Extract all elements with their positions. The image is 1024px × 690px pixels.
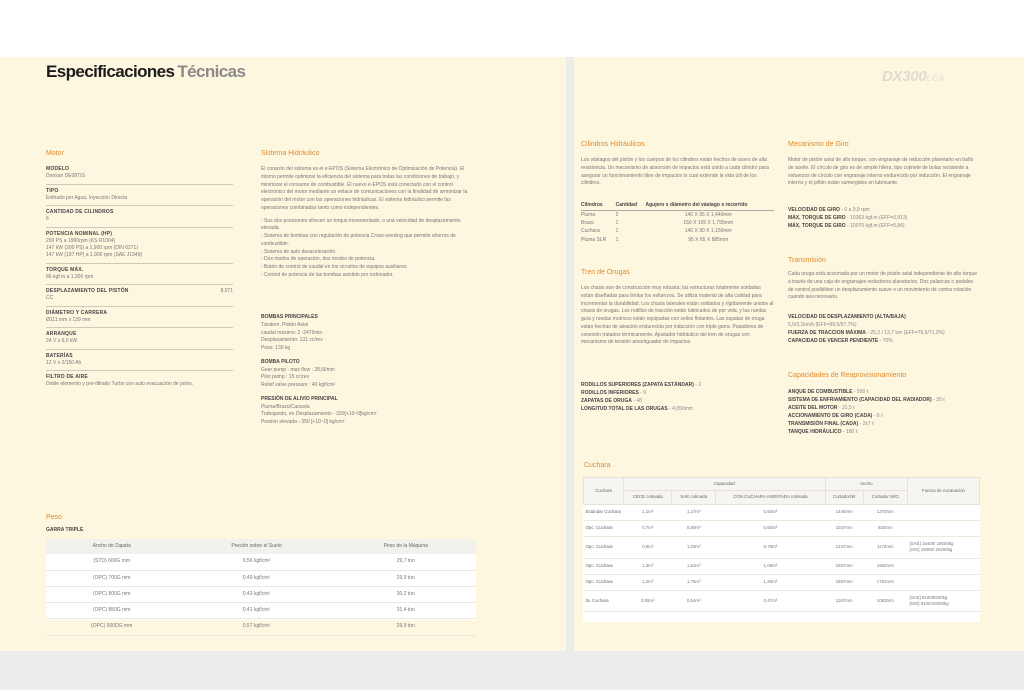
- capacidad-spec-key: ACCIONAMIENTO DE GIRO (CADA): [788, 413, 873, 419]
- alivio-lines: [261, 404, 471, 427]
- cuchara-cell: 0,64m³: [672, 590, 716, 612]
- cilindros-header-cell: Cilindros: [581, 201, 616, 211]
- ancho-col-header: Ancho: [825, 478, 907, 491]
- bombas-line: Peso: 130 kg: [261, 345, 291, 351]
- cuchara-cell: 1,27m³: [672, 504, 716, 520]
- cilindros-text-wrap: [581, 157, 774, 193]
- motor-spec-value: 6: [46, 216, 49, 223]
- peso-row: [46, 554, 476, 570]
- alivio-line: Presión elevada - 350 [+10~0] kg/cm²: [261, 419, 345, 425]
- piloto-line: Relief valve pressure : 40 kgf/cm²: [261, 382, 336, 388]
- motor-spec-item: [46, 328, 233, 350]
- capacidad-spec-value: - 180 ℓ: [841, 429, 858, 435]
- motor-spec-label: TORQUE MÁX.: [46, 266, 84, 273]
- peso-cell: 0,57 kgf/cm²: [177, 619, 335, 635]
- capacidad-spec-value: - 2x7 ℓ: [858, 421, 874, 427]
- peso-cell: (OPC) 600DG mm: [46, 619, 177, 635]
- giro-spec-value: - 10363 kgf.m (EFF=0,913): [845, 215, 908, 221]
- motor-spec-item: [46, 228, 233, 264]
- logo-suffix: LCA: [926, 74, 945, 83]
- bombas-title: BOMBAS PRINCIPALES: [261, 314, 318, 320]
- cuchara-cell: 1,09m³: [716, 558, 826, 574]
- cuchara-cell: 1370mm: [863, 504, 907, 520]
- transmision-spec: [788, 329, 980, 337]
- hydraulic-bullet: - Sistema de bombas con regulación de potencia Cross-sensing que permite ahorros de combustible.: [261, 233, 456, 247]
- cuchara-row: [584, 558, 980, 574]
- fuerza-line: [ISO] 9400/10000kg: [909, 600, 949, 606]
- motor-spec-label: DIÁMETRO Y CARRERA: [46, 309, 108, 316]
- cuchara-row: [584, 520, 980, 536]
- motor-spec-value: Enfriado por Agua, Inyección Directa: [46, 194, 128, 201]
- giro-spec-key: VELOCIDAD DE GIRO: [788, 207, 840, 213]
- cilindros-row: [581, 211, 774, 220]
- capacidad-col-header: Capacidad: [624, 478, 826, 491]
- fuerza-line: [SAE] 8100/8600kg: [909, 594, 948, 600]
- fuerza-cell: [908, 520, 980, 536]
- motor-spec-item: [46, 307, 233, 329]
- cuchara-body: [584, 504, 980, 612]
- alivio-line: Pluma/Brazo/Canasta: [261, 403, 310, 410]
- peso-cell: 29,9 ton: [336, 570, 476, 586]
- cuchara-cell: 1037mm: [825, 520, 863, 536]
- peso-row: [46, 603, 476, 619]
- capacidad-spec: [788, 420, 980, 428]
- transmision-spec-key: VELOCIDAD DE DESPLAZAMIENTO (ALTA/BAJA): [788, 314, 906, 320]
- motor-spec-label: TIPO: [46, 187, 59, 194]
- motor-spec-item: [46, 163, 233, 185]
- capacidad-spec-key: SISTEMA DE ENFRIAMIENTO (CAPACIDAD DEL RADIADOR): [788, 397, 932, 403]
- cilindros-row: [581, 228, 774, 236]
- cilindros-cell: 140 X 95 X 1,440mm: [684, 211, 732, 218]
- orugas-specs: [581, 381, 774, 413]
- cilindros-cell: 150 X 105 X 1,755mm: [683, 220, 734, 226]
- cuchara-cell: SL Cuchara: [584, 590, 624, 612]
- capacidad-spec-key: ANQUE DE COMBUSTIBLE: [788, 389, 853, 395]
- motor-spec-value: 24 V x 6,0 kW: [46, 338, 78, 345]
- bombas-line: caudal máximo: 2 -247l/min: [261, 329, 323, 336]
- motor-spec-value: 147 kW (200 PS) a 1,900 rpm (DIN 6271): [46, 245, 138, 251]
- cuchara-cell: 1,3m³: [624, 558, 672, 574]
- peso-subtitle-wrap: [46, 527, 186, 535]
- logo-main: DX300: [882, 68, 927, 85]
- cilindros-title: Cilindros Hidráulicos: [581, 141, 645, 148]
- cuchara-cell: 1167mm: [825, 590, 863, 612]
- cuchara-cell: Estándar Cuchara: [584, 504, 624, 520]
- motor-spec-item: [46, 350, 233, 372]
- orugas-spec-value: - 48: [631, 398, 642, 404]
- giro-spec-key: MÁX, TORQUE DE GIRO: [788, 223, 846, 229]
- peso-title: Peso: [46, 514, 62, 521]
- giro-spec: [788, 214, 980, 222]
- cilindros-cell: 140 X 90 X 1,150mm: [684, 228, 732, 235]
- capacidad-spec: [788, 412, 980, 420]
- cuchara-cell: 1247mm: [825, 536, 863, 558]
- hydraulic-bullet: - Sistema de auto desaceleración.: [261, 248, 337, 255]
- peso-cell: 29,7 ton: [336, 554, 476, 570]
- orugas-spec-value: - 2: [693, 382, 702, 388]
- cuchara-row: [584, 536, 980, 558]
- cuchara-row: [584, 574, 980, 590]
- capacidad-spec: [788, 404, 980, 412]
- motor-title: Motor: [46, 150, 64, 157]
- bombas-lines: [261, 322, 471, 353]
- piloto-line: Pilot pump : 15 cc/rev: [261, 374, 310, 381]
- cuchara-cell: 1582mm: [863, 558, 907, 574]
- cilindros-cell: Cuchara: [581, 228, 600, 235]
- motor-spec-right-value: 8,071: [220, 288, 233, 294]
- orugas-spec: [581, 389, 774, 397]
- peso-header-cell: Peso de la Máquina: [336, 539, 476, 554]
- cilindros-header-cell: Cantidad: [616, 201, 646, 211]
- cuchara-sub-header: SAE colmada: [672, 491, 716, 504]
- giro-spec: [788, 222, 980, 230]
- cuchara-title: Cuchara: [584, 462, 611, 469]
- giro-spec: [788, 206, 980, 214]
- giro-spec-value: - 10070 kgf.m (EFF=0,84): [845, 223, 905, 229]
- peso-header-row: [46, 539, 476, 554]
- giro-spec-key: MÁX, TORQUE DE GIRO: [788, 215, 846, 221]
- transmision-text-wrap: [788, 271, 980, 307]
- alivio-line: Trabajando, en Desplazamiento - 330[+10~0]kg/cm²: [261, 411, 377, 418]
- fuerza-cell: [908, 558, 980, 574]
- cuchara-cell: Opc. Cuchara: [584, 574, 624, 590]
- peso-cell: 31,4 ton: [336, 603, 476, 619]
- cuchara-cell: Opc. Cuchara: [584, 558, 624, 574]
- hydraulic-bullet: - Dos modos de operación, dos modos de potencia.: [261, 256, 376, 263]
- peso-subtitle: GARRA TRIPLE: [46, 527, 84, 533]
- transmision-title: Transmisión: [788, 257, 826, 264]
- bombas-line: Desplazamiento: 131 cc/rev: [261, 337, 323, 344]
- motor-spec-label: MODELO: [46, 166, 70, 172]
- orugas-spec-key: LONGITUD TOTAL DE LAS ORUGAS: [581, 406, 668, 412]
- cuchara-cell: 1445mm: [825, 504, 863, 520]
- peso-table-box: [46, 539, 476, 630]
- peso-cell: (OPC) 800G mm: [46, 586, 177, 602]
- cuchara-cell: 1,51m³: [672, 558, 716, 574]
- giro-spec-value: - 0 a 9,9 rpm: [839, 207, 870, 213]
- piloto-lines: [261, 367, 471, 390]
- motor-spec-label: DESPLAZAMIENTO DEL PISTÓN: [46, 288, 129, 294]
- peso-cell: 0,49 kgf/cm²: [177, 570, 335, 586]
- orugas-title: Tren de Orugas: [581, 269, 630, 276]
- cuchara-table-box: [583, 477, 980, 622]
- motor-spec-item: [46, 185, 233, 207]
- capacidad-spec-value: - 31,5 ℓ: [837, 405, 855, 411]
- orugas-spec: [581, 381, 774, 389]
- fuerza-cell: [908, 574, 980, 590]
- transmision-specs: [788, 313, 980, 345]
- orugas-text: Los chasis son de construcción muy robusta; las estructuras totalmente soldadas están diseñadas para limitar los esfuerzos. Se utiliza material de alta calidad para incrementar la durabilidad. Los chasis laterales están soldados y rígidamente unidos al chasis de orugas. Los rodillos de tracción están lubricados de por vida, y las ruedas guía y ruedas motrices están equipadas con sellos flotantes. Las zapatas de oruga están hechas de aleación endurecida por inducción con triple garra. Pasadores de conexión tratados térmicamente. Ajustador hidráulico del tren de orugas con mecanismo de tensión amortiguador de impactos.: [581, 285, 774, 346]
- cuchara-sub-header: CECE colmada: [624, 491, 672, 504]
- cilindros-body: [581, 211, 774, 245]
- fuerza-cell: [908, 504, 980, 520]
- peso-header-cell: Presión sobre el Suelo: [177, 539, 335, 554]
- orugas-spec: [581, 405, 774, 413]
- piloto-title: BOMBA PILOTO: [261, 358, 300, 365]
- hydraulic-title: Sistema Hidráulico: [261, 150, 320, 157]
- capacidad-spec: [788, 388, 980, 396]
- peso-body: [46, 554, 476, 635]
- transmision-spec-key: FUERZA DE TRACCION MÁXIMA: [788, 330, 866, 336]
- cilindros-cell: 2: [615, 211, 619, 218]
- fuerza-line: [SAE] 16400/ 18000kg: [909, 540, 954, 546]
- orugas-spec-key: RODILLOS INFERIORES: [581, 390, 639, 396]
- transmision-spec-value: 5,0/3,1km/h (EFF=98,5/97,7%): [788, 322, 857, 328]
- fuerza-cell: [908, 536, 980, 558]
- cuchara-cell: 1,26m³: [716, 574, 826, 590]
- cuchara-sub-header: CON CUCHARA ASENTADA colmada: [716, 491, 826, 504]
- cilindros-cell: 1: [615, 220, 619, 226]
- capacidad-spec: [788, 428, 980, 436]
- cilindros-table: [581, 201, 774, 244]
- cilindros-row: [581, 236, 774, 244]
- motor-spec-label: ARRANQUE: [46, 331, 77, 337]
- cuchara-cell: 0,55m³: [624, 590, 672, 612]
- capacidad-spec-value: - 6 ℓ: [872, 413, 883, 419]
- giro-title: Mecanismo de Giro: [788, 141, 849, 148]
- cuchara-cell: 0,60m³: [716, 520, 826, 536]
- motor-spec-value: 200 PS a 1900rpm (KS R1004): [46, 237, 116, 244]
- model-logo: [882, 66, 945, 88]
- fuerza-cell: [908, 590, 980, 612]
- title-light: Técnicas: [177, 62, 246, 81]
- orugas-text-wrap: [581, 285, 774, 352]
- hydraulic-text: [261, 166, 471, 280]
- cuchara-cell: 0,47m³: [716, 590, 826, 612]
- cilindros-cell: 1: [615, 236, 619, 243]
- peso-cell: 29,9 ton: [336, 619, 476, 635]
- hydraulic-bullets: [261, 218, 471, 280]
- cuchara-table: [583, 477, 980, 612]
- motor-spec-label: FILTRO DE AIRE: [46, 374, 88, 380]
- alivio-title: PRESIÓN DE ALIVIO PRINCIPAL: [261, 395, 338, 402]
- motor-spec-label: CANTIDAD DE CILINDROS: [46, 209, 114, 215]
- cilindros-cell: 1: [615, 228, 619, 235]
- capacidad-spec-key: TRANSMISIÓN FINAL (CADA): [788, 421, 859, 427]
- title-bold: Especificaciones: [46, 62, 175, 81]
- peso-table: [46, 539, 476, 636]
- transmision-spec-key: CAPACIDAD DE VENCER PENDIENTE: [788, 338, 879, 344]
- peso-row: [46, 619, 476, 635]
- bombas-line: Tándem, Pistón Axial: [261, 321, 308, 328]
- hydraulic-pumps: [261, 314, 471, 427]
- motor-spec-value: 86 kgf.m a 1,300 rpm: [46, 273, 94, 280]
- motor-spec-value: 147 kW (197 HP) a 1,900 rpm (SAE J1349): [46, 252, 143, 259]
- peso-cell: 0,56 kgf/cm²: [177, 554, 335, 570]
- motor-spec-item: [46, 264, 233, 286]
- cuchara-header-row-1: [584, 478, 980, 491]
- giro-specs: [788, 206, 980, 230]
- hydraulic-intro: El corazón del sistema es el e-EPOS (Sistema Electrónico de Optimización de Potencia). El mismo permite optimizar la eficiencia del sistema para todas las condiciones de trabajo, y minimizar el consumo de combustible. El nuevo e-EPOS está conectado con el control electrónico del motor mediante un enlace de comunicaciones con la finalidad de armonizar la operación del motor con las operaciones hidráulicas. El sistema hidráulico permite las operaciones combinadas tanto como independientes.: [261, 166, 468, 211]
- cuchara-cell: 920mm: [863, 520, 907, 536]
- orugas-spec: [581, 397, 774, 405]
- giro-text: Motor de pistón axial de alto torque, con engranaje de reducción planetario en baño de aceite. El círculo de giro es de simple hilera, tipo cojinete de bolas resistente a esfuerzos de círculo con engranaje interno endurecido por inducción. El engranaje interno y el piñón están sumergidos en lubricante.: [788, 157, 974, 187]
- motor-spec-item: [46, 285, 233, 307]
- cuchara-cell: 1172mm: [863, 536, 907, 558]
- motor-spec-label: BATERÍAS: [46, 352, 73, 359]
- cuchara-cell: 0,9m³: [624, 536, 672, 558]
- peso-row: [46, 570, 476, 586]
- piloto-line: Gear pump - max flow : 28,5l/min: [261, 366, 335, 373]
- hydraulic-bullet: - Control de potencia de las bombas asistido por ordenador.: [261, 271, 394, 278]
- cuchara-cell: Opc. Cuchara: [584, 520, 624, 536]
- hydraulic-bullet: - Sus dos posiciones ofrecen un torque incrementado, o una velocidad de desplazamiento elevada.: [261, 217, 461, 232]
- peso-cell: 0,43 kgf/cm²: [177, 586, 335, 602]
- peso-cell: (OPC) 850G mm: [46, 603, 177, 619]
- cilindros-cell: Brazo: [581, 220, 595, 226]
- cuchara-cell: 1,1m³: [624, 504, 672, 520]
- fuerza-line: [ISO] 19000/ 20400kg: [909, 547, 953, 553]
- motor-spec-list: [46, 163, 233, 392]
- peso-row: [46, 586, 476, 602]
- transmision-text: Cada oruga está accionada por un motor de pistón axial independiente de alto torque a través de una caja de engranajes reductores planetarios. Dos palancas o pedales de control posibilitan un desplazamiento suave o un movimiento de contra rotación cuando sea necesario.: [788, 271, 978, 301]
- peso-cell: 30,2 ton: [336, 586, 476, 602]
- cuchara-cell: Opc. Cuchara: [584, 536, 624, 558]
- cuchara-cell: 1,2m³: [624, 574, 672, 590]
- orugas-spec-value: - 9: [638, 390, 647, 396]
- cilindros-cell: 95 X 65 X 885mm: [688, 236, 729, 243]
- page-title: [46, 60, 245, 85]
- motor-spec-value: Ø111 mm x 139 mm: [46, 316, 91, 323]
- motor-spec-value: Doble elemento y pre-filtrado Turbo con auto evacuación de polvo.: [46, 381, 194, 388]
- cilindros-header-cell: Agujero x diámetro del vástago x recorrido: [645, 201, 774, 211]
- transmision-spec: [788, 337, 980, 345]
- cilindros-cell: Pluma SLR: [581, 236, 607, 243]
- capacidad-spec-key: ACEITE DEL MOTOR: [788, 405, 838, 411]
- motor-spec-item: [46, 206, 233, 228]
- motor-spec-label: POTENCIA NOMINAL (HP): [46, 230, 113, 237]
- cuchara-row: [584, 504, 980, 520]
- peso-cell: 0,41 kgf/cm²: [177, 603, 335, 619]
- transmision-spec: [788, 321, 980, 329]
- capacidad-spec: [788, 396, 980, 404]
- cilindros-header-row: [581, 201, 774, 211]
- orugas-spec-key: ZAPATAS DE ORUGA: [581, 398, 632, 404]
- orugas-spec-key: RODILLOS SUPERIORES (ZAPATA ESTÁNDAR): [581, 382, 694, 388]
- cuchara-cell: 1083mm: [863, 590, 907, 612]
- cuchara-col-header: Cuchara: [584, 478, 624, 505]
- motor-spec-value: 12 V x 2/150 Ah: [46, 359, 82, 366]
- cilindros-row: [581, 220, 774, 228]
- cuchara-cell: 0,80m³: [672, 520, 716, 536]
- motor-spec-item: [46, 371, 233, 392]
- cuchara-cell: 0,7m³: [624, 520, 672, 536]
- transmision-spec-value: - 70%: [878, 338, 893, 344]
- cuchara-cell: 1657mm: [825, 558, 863, 574]
- capacidades-title: Capacidades de Reaprovisionamiento: [788, 372, 907, 379]
- cuchara-cell: 0,78m³: [716, 536, 826, 558]
- cuchara-cell: 1,75m³: [672, 574, 716, 590]
- transmision-spec-value: - 25,2 / 13,7 ton (EFF=76,5/71,2%): [865, 330, 945, 336]
- motor-spec-value: CC: [46, 295, 54, 302]
- cuchara-row: [584, 590, 980, 612]
- top-band: [0, 0, 1024, 57]
- giro-text-wrap: [788, 157, 980, 193]
- orugas-spec-value: - 4,050mm: [667, 406, 693, 412]
- capacidad-spec-key: TANQUE HIDRÁULICO: [788, 429, 842, 435]
- cuchara-sub-header: Cortador W/O: [863, 491, 907, 504]
- cuchara-cell: 1,03m³: [672, 536, 716, 558]
- capacidades-specs: [788, 388, 980, 436]
- capacidad-spec-value: - 500 ℓ: [852, 389, 869, 395]
- hydraulic-bullet: - Botón de control de caudal en los circuitos de equipos auxiliares.: [261, 264, 408, 270]
- cilindros-cell: Pluma: [581, 211, 596, 218]
- cilindros-text: Los vástagos del pistón y los cuerpos de los cilindros están hechos de acero de alta resistencia. Un mecanismo de absorción de impactos está unido a cada cilindro para asegurar un funcionamiento libre de impactos lo cual extiende la vida útil de los cilindros.: [581, 157, 769, 187]
- peso-cell: (OPC) 700G mm: [46, 570, 177, 586]
- fuerza-col-header: Fuerza de excavación: [908, 478, 980, 505]
- cuchara-cell: 0,93m³: [716, 504, 826, 520]
- transmision-spec: [788, 313, 980, 321]
- cuchara-cell: 1792mm: [863, 574, 907, 590]
- cuchara-cell: 1867mm: [825, 574, 863, 590]
- peso-cell: (STD) 600G mm: [46, 554, 177, 570]
- motor-spec-value: Doosan DE08TIS: [46, 173, 85, 180]
- cuchara-sub-header: Cortador/W: [825, 491, 863, 504]
- peso-header-cell: Ancho de Zapata: [46, 539, 177, 554]
- capacidad-spec-value: - 35 ℓ: [931, 397, 945, 403]
